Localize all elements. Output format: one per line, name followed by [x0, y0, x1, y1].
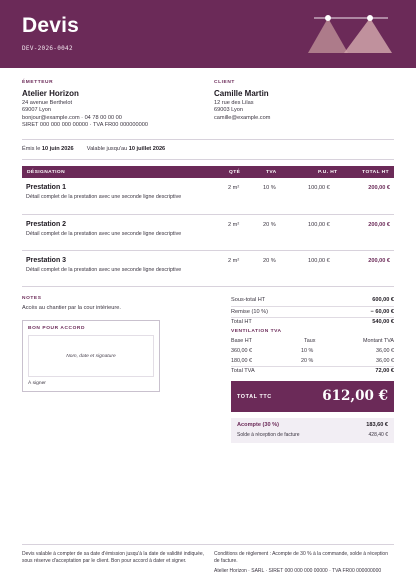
item-name: Prestation 3 — [26, 257, 67, 264]
item-qty: 2 m² — [228, 258, 240, 264]
vat-rate: 10 % — [301, 348, 314, 354]
total-vat-value: 72,00 € — [375, 368, 394, 374]
divider — [231, 366, 394, 367]
issuer-block — [22, 80, 202, 129]
deposit-box — [231, 418, 394, 443]
discount-value: − 60,00 € — [370, 309, 394, 315]
divider — [22, 159, 394, 160]
table-row — [22, 251, 394, 287]
table-row — [22, 178, 394, 215]
subtotal-row — [231, 297, 394, 303]
table-row — [22, 215, 394, 251]
item-vat: 20 % — [263, 222, 276, 228]
item-total: 200,00 € — [368, 185, 390, 191]
document-header — [0, 0, 416, 68]
col-vat: TVA — [266, 169, 277, 175]
balance-value: 428,40 € — [368, 432, 388, 438]
item-qty: 2 m² — [228, 185, 240, 191]
vat-rate: 20 % — [301, 358, 314, 364]
item-unit-price: 100,00 € — [308, 185, 330, 191]
issuer-address: 24 avenue Berthelot — [22, 100, 73, 106]
footer-legal: Atelier Horizon · SARL · SIRET 000 000 000 00000 · TVA FR00 000000000 — [214, 568, 382, 574]
total-ttc-box — [231, 381, 394, 412]
item-vat: 20 % — [263, 258, 276, 264]
agreement-box — [22, 320, 160, 392]
col-qty: QTÉ — [229, 169, 241, 175]
item-name: Prestation 2 — [26, 221, 67, 228]
discount-label: Remise (10 %) — [231, 309, 268, 315]
issued-date: 10 juin 2026 — [41, 146, 74, 152]
subtotal-label: Sous-total HT — [231, 297, 266, 303]
subtotal-value: 600,00 € — [372, 297, 394, 303]
vat-base: 360,00 € — [231, 348, 252, 354]
document-title: Devis — [22, 14, 80, 37]
item-qty: 2 m² — [228, 222, 240, 228]
footer-validity: Devis valable à compter de sa date d'émission jusqu'à la date de validité indiquée, sous réserve d'acceptation par le client. Bon pour accord à dater et signer. — [22, 551, 205, 564]
deposit-value: 183,60 € — [366, 422, 388, 428]
divider — [231, 306, 394, 307]
total-ttc-value: 612,00 € — [322, 388, 388, 404]
agreement-label: BON POUR ACCORD — [28, 326, 86, 331]
item-total: 200,00 € — [368, 222, 390, 228]
notes-text: Accès au chantier par la cour intérieure. — [22, 305, 121, 311]
item-description: Détail complet de la prestation avec une seconde ligne descriptive — [26, 267, 182, 273]
signature-field[interactable] — [28, 335, 154, 377]
client-name: Camille Martin — [214, 89, 269, 98]
item-description: Détail complet de la prestation avec une seconde ligne descriptive — [26, 194, 182, 200]
total-ttc-label: TOTAL TTC — [237, 394, 272, 400]
vat-amount: 36,00 € — [376, 358, 394, 364]
client-block — [214, 80, 394, 122]
vat-col-base: Base HT — [231, 338, 252, 344]
total-ht-row — [231, 319, 394, 325]
client-city: 69003 Lyon — [214, 107, 244, 114]
item-unit-price: 100,00 € — [308, 258, 330, 264]
vat-base: 180,00 € — [231, 358, 252, 364]
agreement-place: À signer — [28, 381, 46, 386]
items-table-header — [22, 166, 394, 178]
client-label: CLIENT — [214, 80, 235, 85]
col-designation: DÉSIGNATION — [27, 169, 66, 175]
vat-breakdown-label: VENTILATION TVA — [231, 329, 282, 334]
total-ht-label: Total HT — [231, 319, 252, 325]
col-total: TOTAL HT — [362, 169, 389, 175]
total-vat-row — [231, 368, 394, 374]
item-description: Détail complet de la prestation avec une seconde ligne descriptive — [26, 231, 182, 237]
total-vat-label: Total TVA — [231, 368, 255, 374]
balance-label: Solde à réception de facture — [237, 432, 300, 438]
notes-label: NOTES — [22, 296, 42, 301]
vat-amount: 36,00 € — [376, 348, 394, 354]
item-total: 200,00 € — [368, 258, 390, 264]
divider — [22, 139, 394, 140]
client-address: 12 rue des Lilas — [214, 100, 254, 106]
vat-col-amount: Montant TVA — [363, 338, 394, 344]
client-email[interactable]: camille@example.com — [214, 114, 271, 121]
footer-payment: Conditions de règlement : Acompte de 30 % à la commande, solde à réception de facture. — [214, 551, 388, 564]
issued-label: Émis le — [22, 146, 41, 152]
issuer-city: 69007 Lyon — [22, 107, 52, 114]
signature-hint: Nom, date et signature — [66, 354, 116, 359]
issuer-legal: SIRET 000 000 000 00000 · TVA FR00 000000000 — [22, 121, 148, 128]
date-line — [22, 146, 165, 152]
tent-logo-icon — [308, 13, 394, 56]
vat-col-rate: Taux — [304, 338, 316, 344]
item-unit-price: 100,00 € — [308, 222, 330, 228]
footer-divider — [22, 544, 394, 545]
col-unit-price: P.U. HT — [318, 169, 338, 175]
valid-label: Valable jusqu'au — [86, 146, 128, 152]
document-number: DEV-2026-0042 — [22, 45, 73, 52]
issuer-name: Atelier Horizon — [22, 89, 79, 98]
issuer-label: ÉMETTEUR — [22, 80, 54, 85]
item-name: Prestation 1 — [26, 184, 67, 191]
footer-terms — [214, 551, 394, 575]
total-ht-value: 540,00 € — [372, 319, 394, 325]
divider — [231, 317, 394, 318]
valid-date: 10 juillet 2026 — [128, 146, 166, 152]
deposit-label: Acompte (30 %) — [237, 422, 279, 428]
discount-row — [231, 309, 394, 315]
item-vat: 10 % — [263, 185, 276, 191]
notes-block — [22, 296, 202, 311]
issuer-contact[interactable]: bonjour@example.com · 04 78 00 00 00 — [22, 114, 122, 121]
